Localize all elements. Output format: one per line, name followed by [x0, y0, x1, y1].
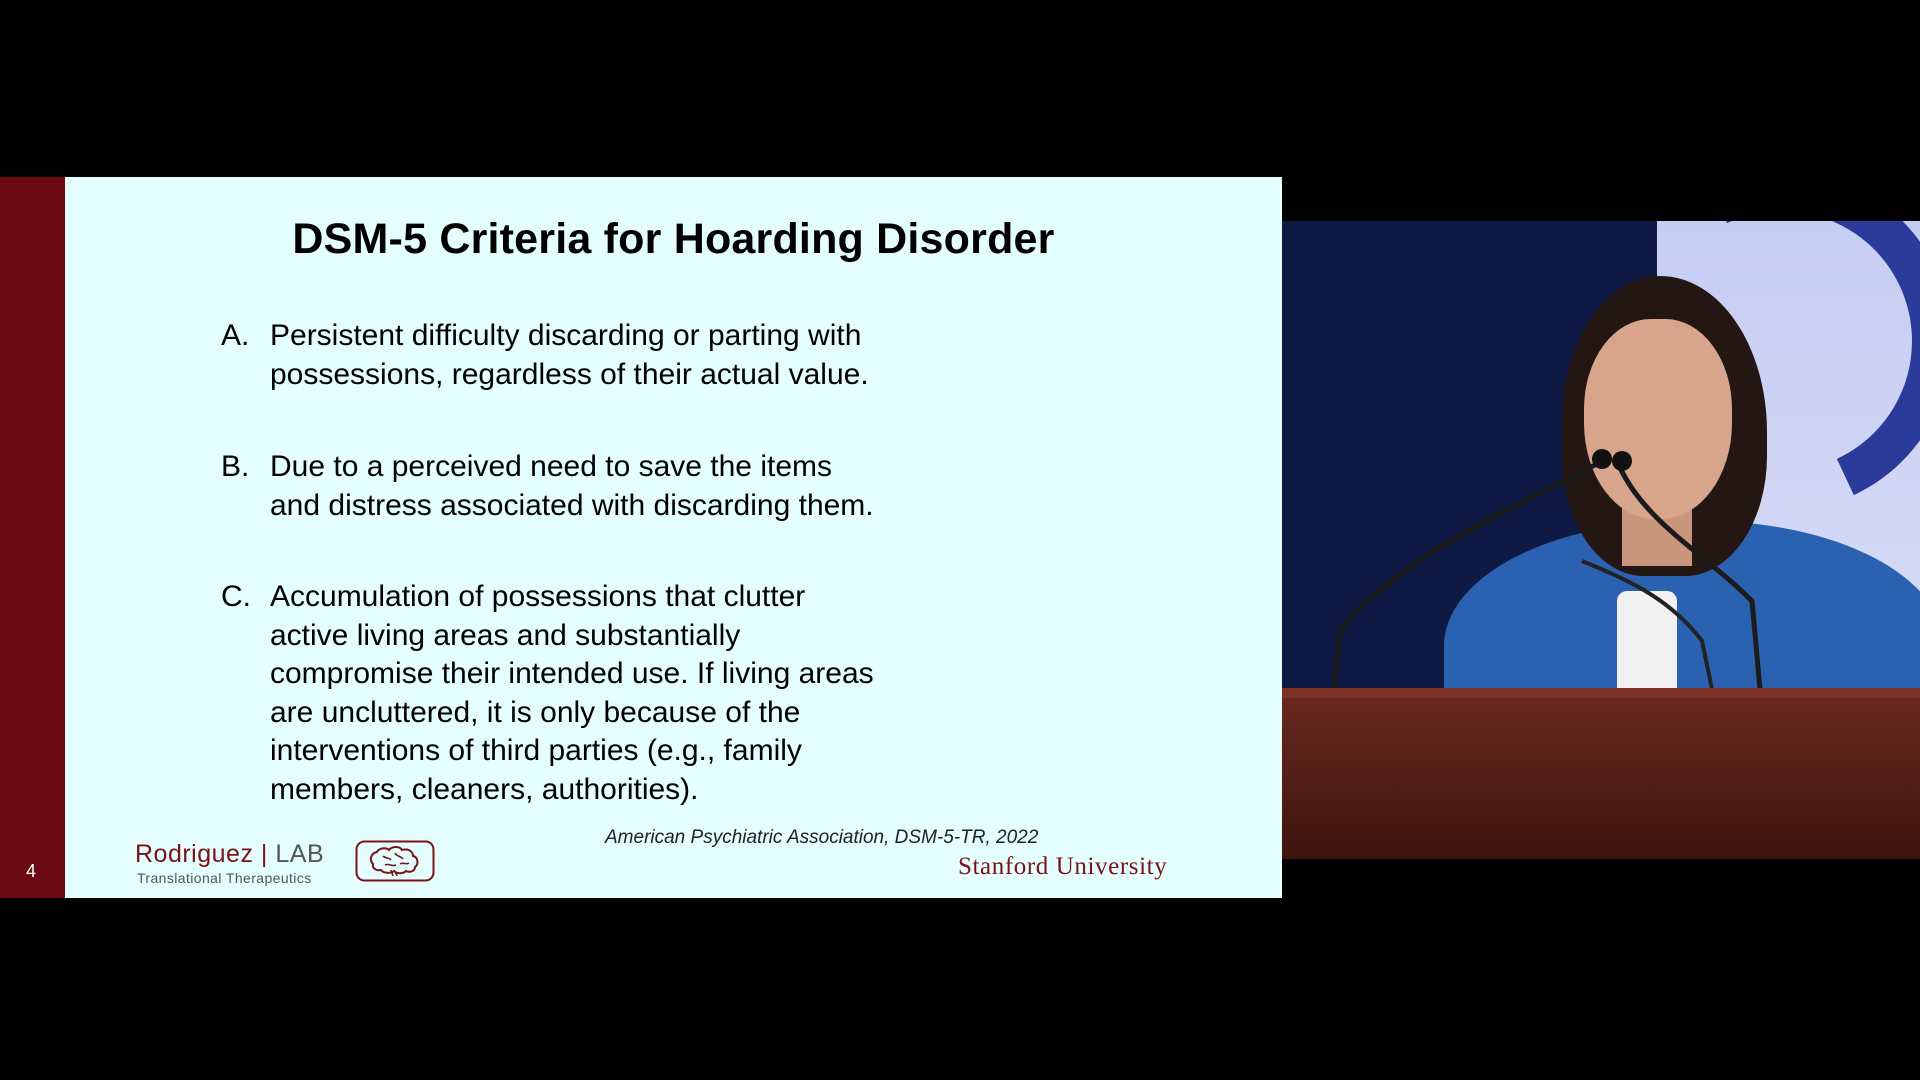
presentation-slide — [0, 177, 1282, 898]
criterion-line: active living areas and substantially — [270, 618, 741, 652]
criterion-letter: A. — [221, 319, 250, 352]
podium-edge — [1282, 688, 1920, 698]
speaker-video — [1282, 221, 1920, 859]
slide-title: DSM-5 Criteria for Hoarding Disorder — [292, 215, 1055, 263]
criterion-line: interventions of third parties (e.g., family — [270, 734, 802, 767]
criterion-line: are uncluttered, it is only because of the — [270, 695, 801, 729]
citation: American Psychiatric Association, DSM-5-TR, 2022 — [605, 827, 1039, 848]
criterion-text — [270, 578, 950, 809]
criterion-line: compromise their intended use. If living areas — [270, 657, 874, 690]
criterion-text — [270, 448, 950, 525]
lab-divider: | — [260, 840, 268, 868]
lab-subtitle: Translational Therapeutics — [137, 870, 312, 886]
podium — [1282, 688, 1920, 859]
criterion-letter: C. — [221, 580, 251, 613]
criterion-text — [270, 317, 950, 394]
slide-number: 4 — [26, 861, 37, 881]
lab-name-text: Rodriguez — [135, 840, 254, 868]
brain-icon — [355, 840, 435, 882]
lab-suffix: LAB — [275, 840, 325, 868]
criterion-line: Persistent difficulty discarding or parting with — [270, 319, 862, 352]
criterion-line: possessions, regardless of their actual value. — [270, 357, 869, 391]
criterion-line: Accumulation of possessions that clutter — [270, 580, 806, 613]
criterion-letter: B. — [221, 450, 250, 483]
slide-sidebar — [0, 177, 65, 898]
criterion-line: members, cleaners, authorities). — [270, 772, 699, 806]
lab-name — [135, 840, 324, 869]
criterion-line: and distress associated with discarding them. — [270, 488, 874, 522]
criterion-line: Due to a perceived need to save the items — [270, 450, 833, 483]
stanford-university-wordmark: Stanford University — [958, 853, 1168, 880]
